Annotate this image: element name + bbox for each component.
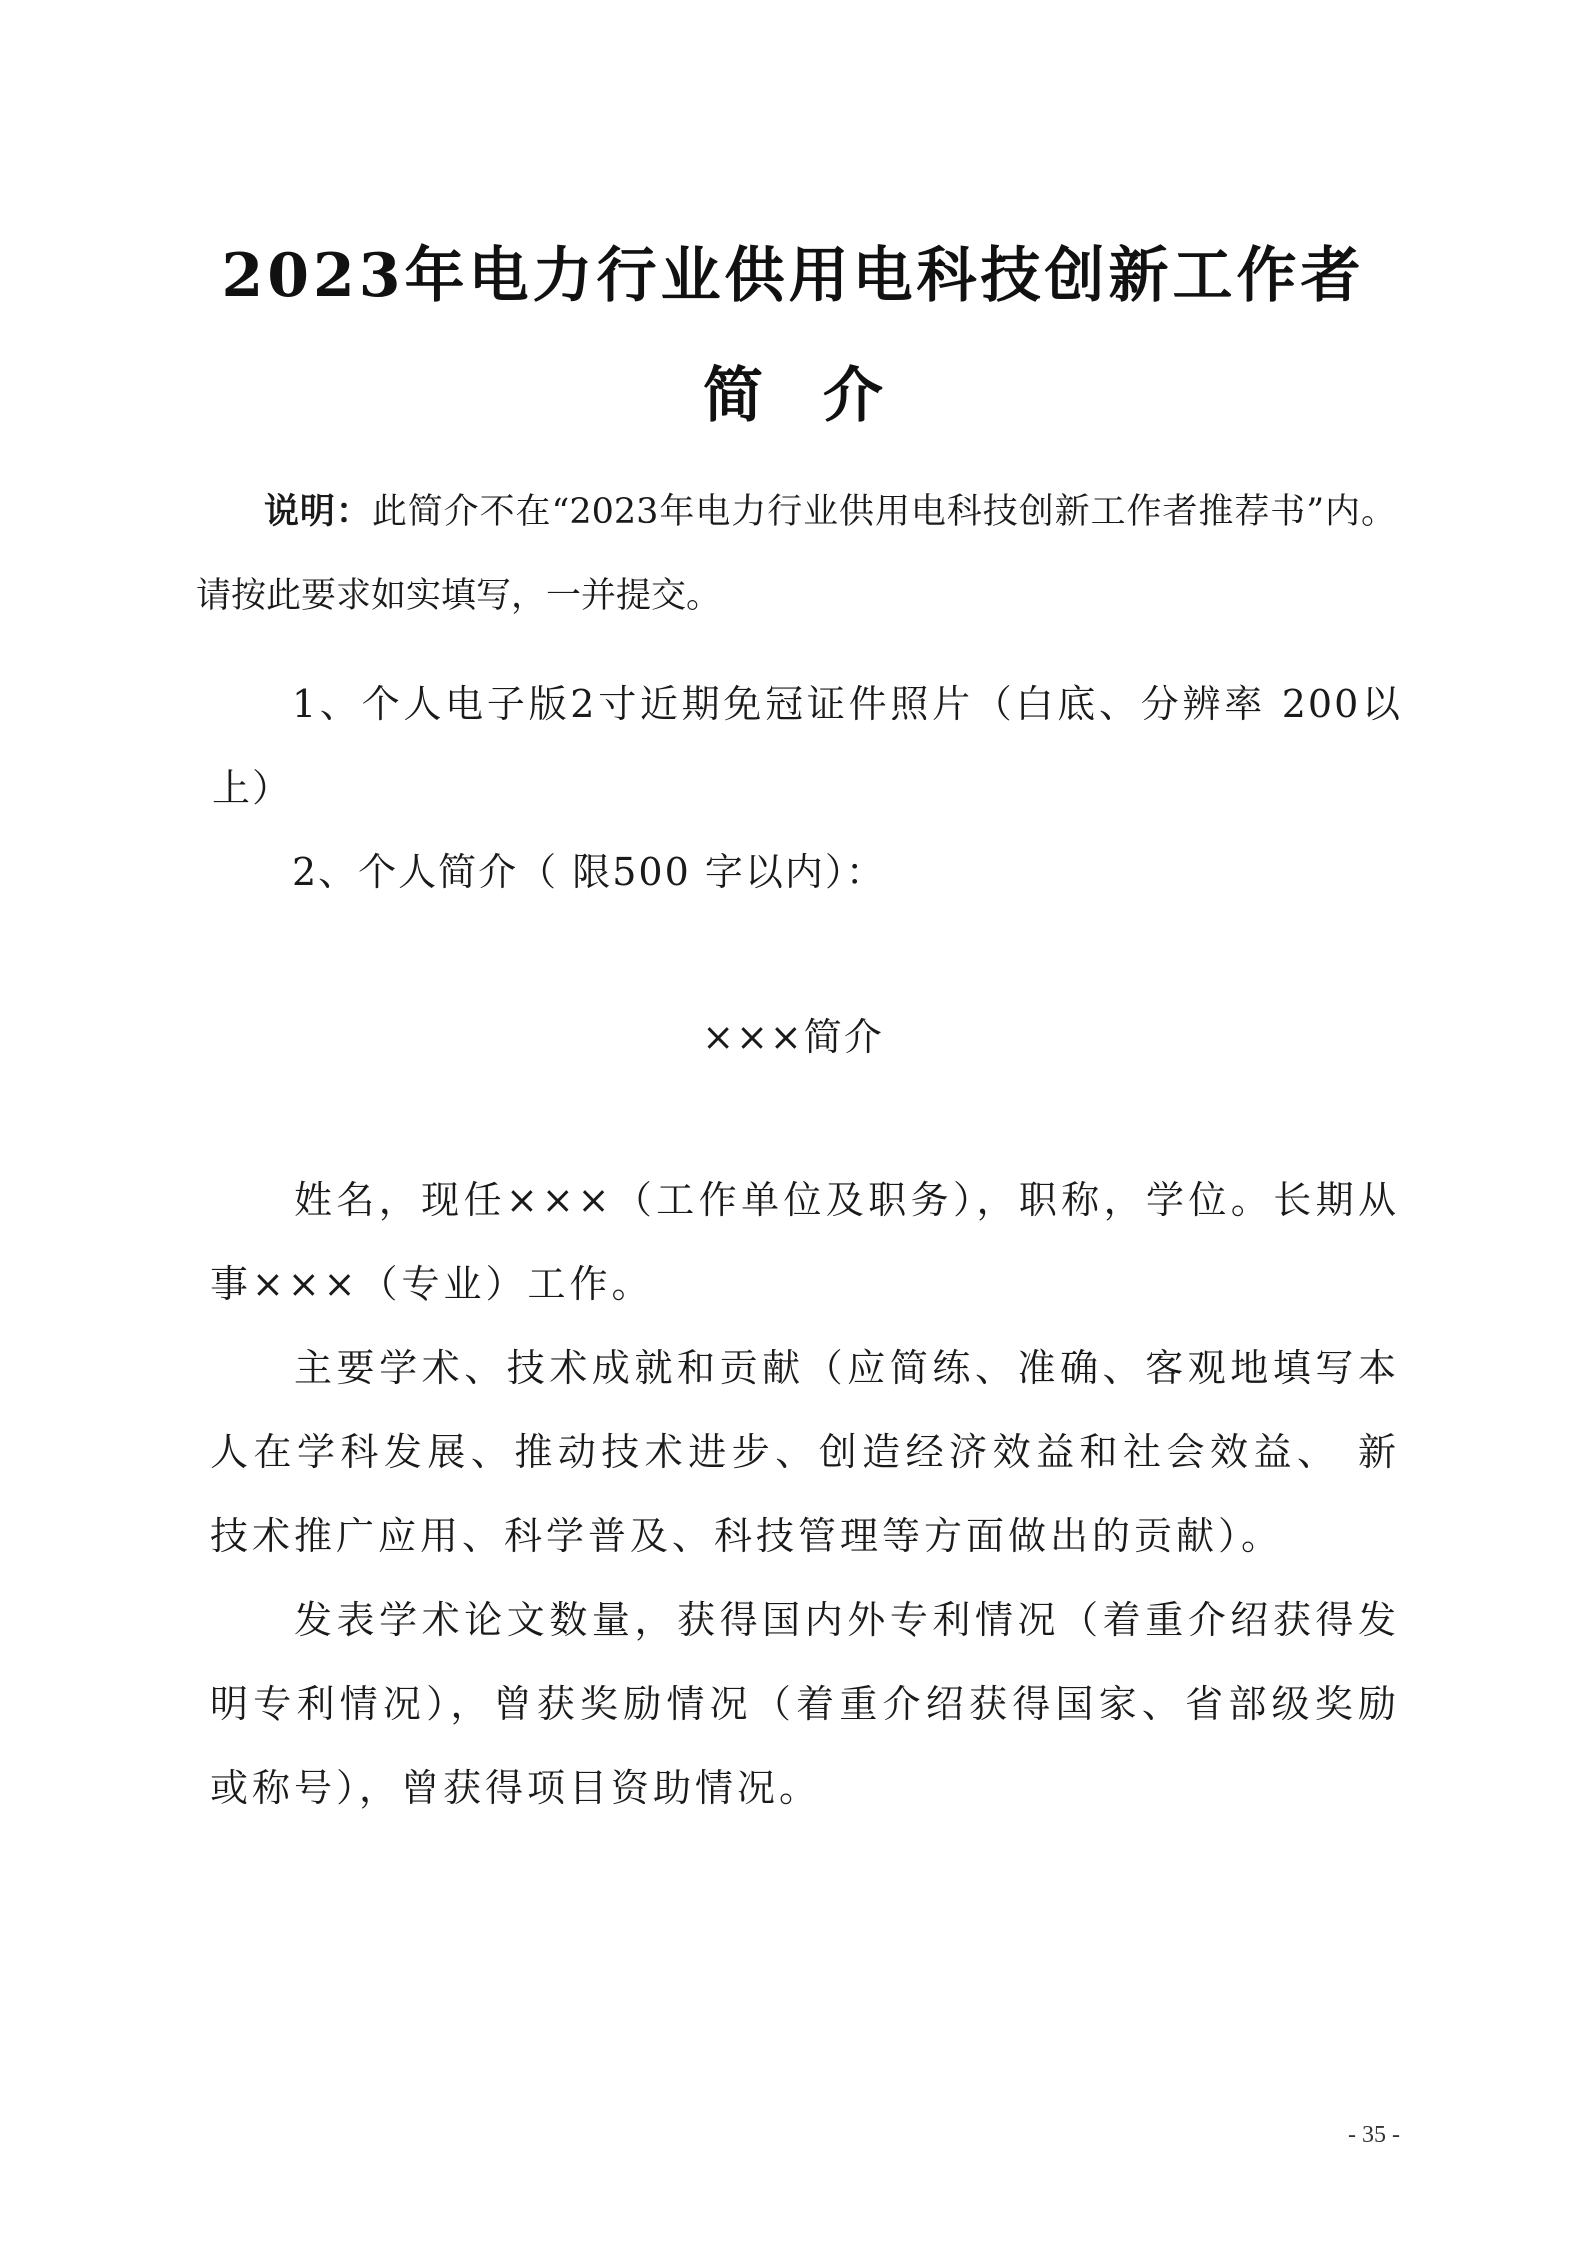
bio-paragraph-basic: 姓名，现任×××（工作单位及职务），职称，学位。长期从事×××（专业）工作。 — [210, 1178, 1400, 1306]
instruction-note — [196, 470, 1396, 638]
bio-heading: ×××简介 — [702, 1015, 884, 1059]
requirement-item-photo: 1、个人电子版2寸近期免冠证件照片（白底、分辨率 200以上） — [212, 682, 1402, 810]
note-text: 此简介不在“2023年电力行业供用电科技创新工作者推荐书”内。请按此要求如实填写，一并提交。 — [196, 492, 1396, 616]
page-number: - 35 - — [1348, 2122, 1400, 2148]
bio-paragraph-achievements: 主要学术、技术成就和贡献（应简练、准确、客观地填写本人在学科发展、推动技术进步、创造经济效益和社会效益、 新技术推广应用、科学普及、科技管理等方面做出的贡献）。 — [210, 1346, 1400, 1558]
bio-paragraph-publications: 发表学术论文数量，获得国内外专利情况（着重介绍获得发明专利情况），曾获奖励情况（着重介绍获得国家、省部级奖励或称号），曾获得项目资助情况。 — [210, 1598, 1400, 1810]
document-title: 2023年电力行业供用电科技创新工作者 — [221, 241, 1365, 311]
document-subtitle: 简介 — [703, 361, 943, 431]
requirement-item-bio: 2、个人简介（ 限500 字以内）： — [292, 850, 886, 894]
note-label: 说明： — [264, 491, 372, 532]
